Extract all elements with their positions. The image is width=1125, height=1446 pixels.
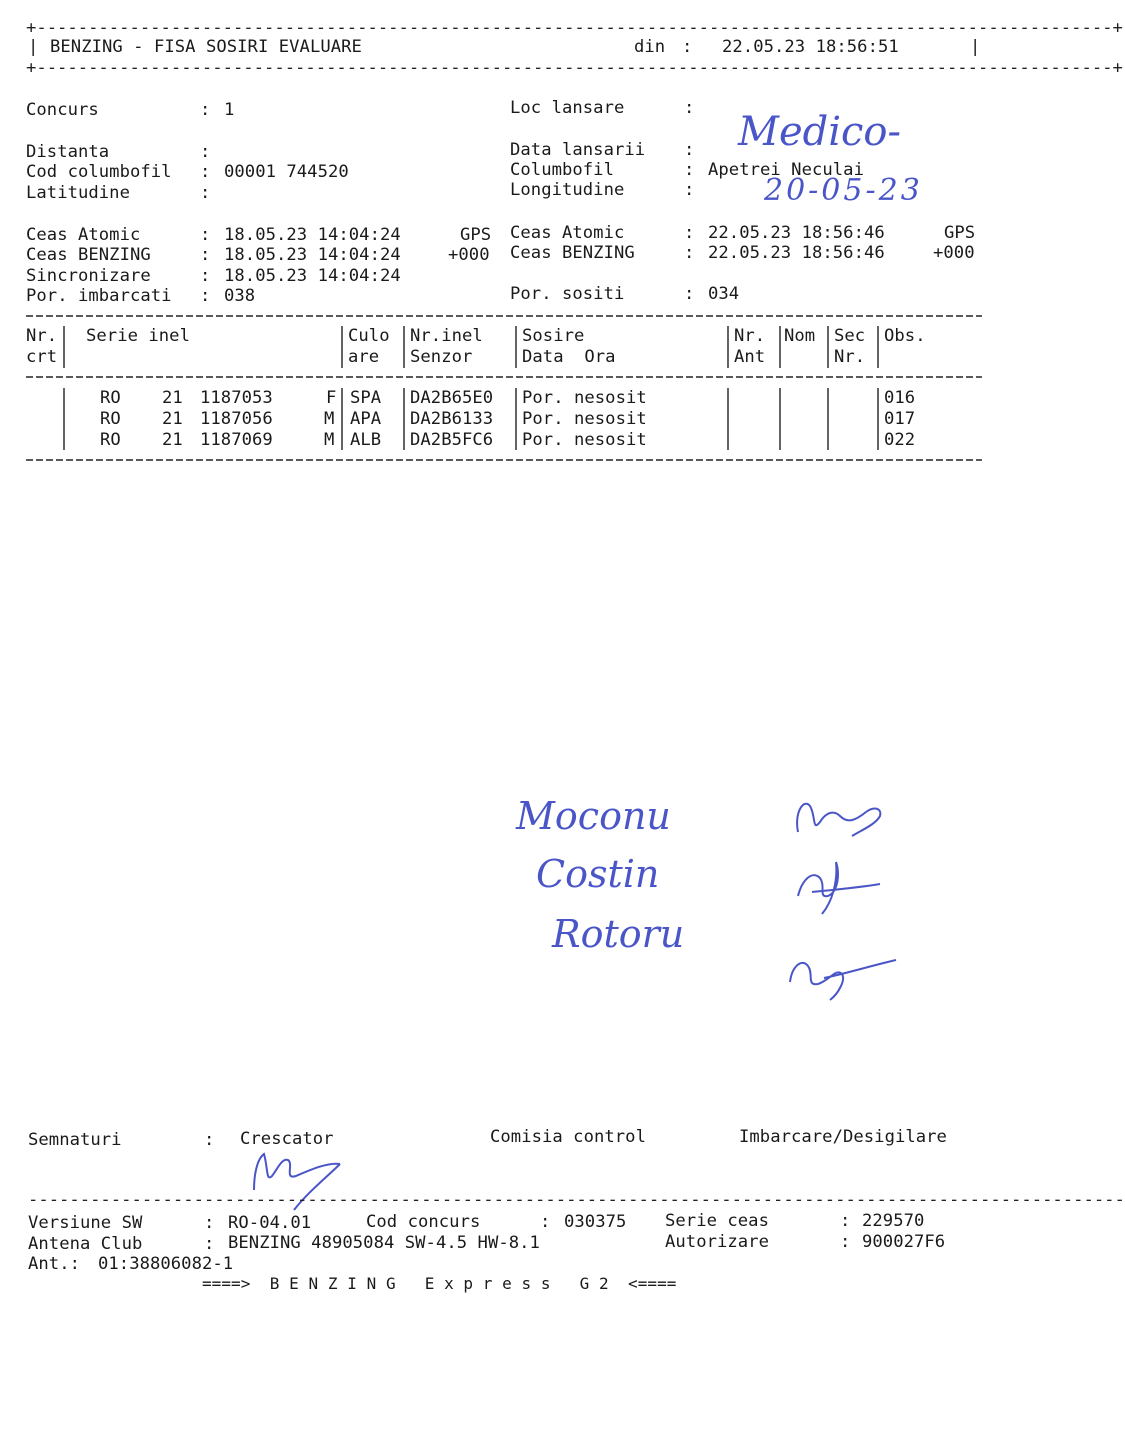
th-senzor: Senzor (410, 347, 473, 367)
row-sensor: DA2B65E0 (410, 388, 494, 408)
loc-lansare-colon: : (684, 98, 695, 118)
right-atomic-suffix: GPS (944, 223, 976, 243)
versiune-value: RO-04.01 (228, 1213, 312, 1233)
longitudine-label: Longitudine (510, 180, 625, 200)
cod-columbofil-label: Cod columbofil (26, 162, 172, 182)
cod-concurs-value: 030375 (564, 1212, 627, 1232)
columbofil-label: Columbofil (510, 160, 614, 180)
row-color: SPA (350, 388, 382, 408)
row-arrival: Por. nesosit (522, 409, 647, 429)
right-atomic-label: Ceas Atomic (510, 223, 625, 243)
arrived-colon: : (684, 284, 695, 304)
versiune-colon: : (204, 1213, 215, 1233)
antena-colon: : (204, 1234, 215, 1254)
table-grid (0, 0, 1123, 480)
row-country: RO (100, 409, 121, 429)
th-sec-nr: Nr. (834, 347, 866, 367)
comisia-label: Comisia control (490, 1127, 646, 1147)
th-sosire: Sosire (522, 326, 585, 346)
data-lansarii-colon: : (684, 140, 695, 160)
header-top-rule: +--------------------------------------------------------------------------------------------------------+ (26, 18, 1123, 38)
semnaturi-label: Semnaturi (28, 1130, 122, 1150)
th-obs: Obs. (884, 326, 926, 346)
ant-value: 01:38806082-1 (98, 1254, 234, 1274)
serie-ceas-value: 229570 (862, 1211, 925, 1231)
commission-name-1: Moconu (516, 794, 671, 838)
header-left-bar: | (28, 37, 39, 57)
boarded-label: Por. imbarcati (26, 286, 172, 306)
row-ring: 1187056 (200, 409, 273, 429)
autorizare-colon: : (840, 1232, 851, 1252)
serie-ceas-label: Serie ceas (665, 1211, 769, 1231)
th-ant: Ant (734, 347, 766, 367)
th-data-ora: Data Ora (522, 347, 616, 367)
left-benzing-suffix: +000 (448, 245, 490, 265)
row-obs: 016 (884, 388, 916, 408)
loc-lansare-label: Loc lansare (510, 98, 625, 118)
serie-ceas-colon: : (840, 1211, 851, 1231)
header-din-label: din (634, 37, 666, 57)
row-color: APA (350, 409, 382, 429)
semnaturi-colon: : (204, 1130, 215, 1150)
antena-value: BENZING 48905084 SW-4.5 HW-8.1 (228, 1233, 540, 1253)
th-nr: Nr. (26, 326, 58, 346)
latitudine-label: Latitudine (26, 183, 130, 203)
row-year: 21 (162, 409, 183, 429)
autorizare-label: Autorizare (665, 1232, 769, 1252)
commission-name-2: Costin (536, 852, 660, 896)
th-culoare: Culo (348, 326, 390, 346)
row-sex: M (324, 430, 335, 450)
header-datetime: 22.05.23 18:56:51 (722, 37, 899, 57)
columbofil-value: Apetrei Neculai (708, 160, 864, 180)
arrived-label: Por. sositi (510, 284, 625, 304)
antena-label: Antena Club (28, 1234, 143, 1254)
th-nr-ant: Nr. (734, 326, 766, 346)
crescator-label: Crescator (240, 1129, 334, 1149)
sync-colon: : (200, 266, 211, 286)
cod-columbofil-colon: : (200, 162, 211, 182)
benzing-banner: ====> B E N Z I N G E x p r e s s G 2 <==== (202, 1274, 677, 1293)
right-benzing-suffix: +000 (933, 243, 975, 263)
handwritten-release-date: 20-05-23 (764, 173, 923, 208)
row-arrival: Por. nesosit (522, 388, 647, 408)
row-year: 21 (162, 430, 183, 450)
th-crt: crt (26, 347, 58, 367)
row-ring: 1187053 (200, 388, 273, 408)
commission-name-3: Rotoru (552, 912, 685, 956)
handwritten-release-place: Medico- (738, 109, 902, 155)
concurs-value: 1 (224, 100, 235, 120)
commission-signature-3 (784, 944, 904, 1008)
commission-signature-2 (792, 852, 892, 926)
data-lansarii-label: Data lansarii (510, 140, 646, 160)
row-obs: 017 (884, 409, 916, 429)
row-country: RO (100, 430, 121, 450)
right-atomic-colon: : (684, 223, 695, 243)
row-arrival: Por. nesosit (522, 430, 647, 450)
th-nom: Nom (784, 326, 816, 346)
right-atomic-value: 22.05.23 18:56:46 (708, 223, 885, 243)
cod-columbofil-value: 00001 744520 (224, 162, 349, 182)
left-atomic-colon: : (200, 225, 211, 245)
th-nr-inel: Nr.inel (410, 326, 483, 346)
concurs-label: Concurs (26, 100, 99, 120)
distanta-label: Distanta (26, 142, 110, 162)
row-sensor: DA2B5FC6 (410, 430, 494, 450)
columbofil-colon: : (684, 160, 695, 180)
row-color: ALB (350, 430, 382, 450)
right-benzing-value: 22.05.23 18:56:46 (708, 243, 885, 263)
header-bottom-rule: +--------------------------------------------------------------------------------------------------------+ (26, 58, 1123, 78)
longitudine-colon: : (684, 180, 695, 200)
cod-concurs-label: Cod concurs (366, 1212, 481, 1232)
boarded-colon: : (200, 286, 211, 306)
th-serie-inel: Serie inel (86, 326, 190, 346)
right-benzing-colon: : (684, 243, 695, 263)
left-benzing-value: 18.05.23 14:04:24 (224, 245, 401, 265)
commission-signature-1 (790, 792, 890, 856)
sync-label: Sincronizare (26, 266, 151, 286)
autorizare-value: 900027F6 (862, 1232, 946, 1252)
th-sec: Sec (834, 326, 866, 346)
row-country: RO (100, 388, 121, 408)
header-din-colon: : (682, 37, 693, 57)
left-atomic-value: 18.05.23 14:04:24 (224, 225, 401, 245)
distanta-colon: : (200, 142, 211, 162)
row-year: 21 (162, 388, 183, 408)
header-right-bar: | (970, 37, 981, 57)
left-atomic-label: Ceas Atomic (26, 225, 141, 245)
versiune-label: Versiune SW (28, 1213, 143, 1233)
latitudine-colon: : (200, 183, 211, 203)
th-culoare-2: are (348, 347, 380, 367)
row-sensor: DA2B6133 (410, 409, 494, 429)
left-atomic-suffix: GPS (460, 225, 492, 245)
row-ring: 1187069 (200, 430, 273, 450)
right-benzing-label: Ceas BENZING (510, 243, 635, 263)
left-benzing-colon: : (200, 245, 211, 265)
imbarcare-label: Imbarcare/Desigilare (739, 1127, 947, 1147)
cod-concurs-colon: : (540, 1212, 551, 1232)
row-sex: F (326, 388, 337, 408)
left-benzing-label: Ceas BENZING (26, 245, 151, 265)
sync-value: 18.05.23 14:04:24 (224, 266, 401, 286)
ant-label: Ant.: (28, 1254, 80, 1274)
row-sex: M (324, 409, 335, 429)
document-title: BENZING - FISA SOSIRI EVALUARE (50, 37, 362, 57)
boarded-value: 038 (224, 286, 256, 306)
footer-rule: ---------------------------------------------------------------------------------------------------------- (28, 1190, 1125, 1210)
row-obs: 022 (884, 430, 916, 450)
concurs-colon: : (200, 100, 211, 120)
arrived-value: 034 (708, 284, 740, 304)
